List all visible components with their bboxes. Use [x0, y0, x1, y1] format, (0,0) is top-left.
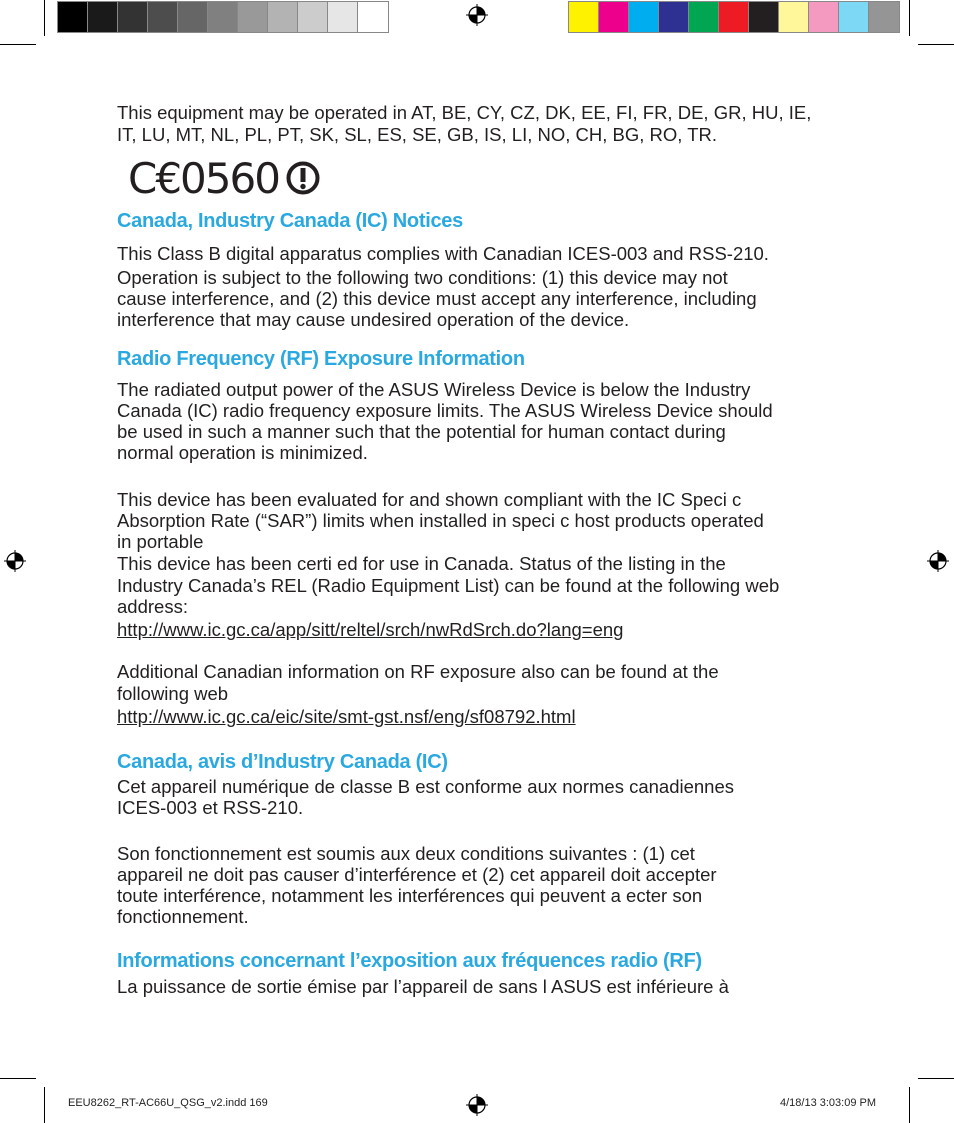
ce-mark-text: C€0560: [128, 153, 279, 203]
process-swatch: [569, 2, 599, 32]
avis-ic-p1-line: ICES-003 et RSS-210.: [117, 797, 304, 818]
gray-swatch: [148, 2, 178, 32]
registration-mark-left: [4, 550, 26, 572]
rf-exposure-link2-row: [117, 706, 576, 728]
gray-swatch: [118, 2, 148, 32]
intro-line-2: IT, LU, MT, NL, PL, PT, SK, SL, ES, SE, GB, IS, LI, NO, CH, BG, RO, TR.: [117, 124, 718, 145]
rf-exposure-p1-line: Canada (IC) radio frequency exposure limits. The ASUS Wireless Device should: [117, 400, 773, 421]
rf-exposure-p1-line: The radiated output power of the ASUS Wireless Device is below the Industry: [117, 379, 751, 400]
crop-mark-top-left-h: [0, 44, 36, 45]
gray-swatch: [58, 2, 88, 32]
rf-exposure-p3-line: address:: [117, 596, 188, 617]
gray-swatch: [358, 2, 388, 32]
rf-exposure-p2-line: This device has been evaluated for and shown compliant with the IC Speci c: [117, 489, 742, 510]
avis-ic-p2-line: Son fonctionnement est soumis aux deux conditions suivantes : (1) cet: [117, 843, 695, 864]
rf-exposure-link1-row: [117, 619, 623, 641]
process-swatch: [749, 2, 779, 32]
crop-mark-top-right-h: [918, 44, 954, 45]
avis-ic-p2-line: toute interférence, notamment les interférences qui peuvent a ecter son: [117, 885, 703, 906]
crop-mark-bottom-left-h: [0, 1078, 36, 1079]
slug-file-info: EEU8262_RT-AC66U_QSG_v2.indd 169: [68, 1097, 268, 1109]
process-swatch: [719, 2, 749, 32]
gray-swatch: [268, 2, 298, 32]
crop-mark-top-left-v: [44, 0, 45, 36]
rf-exposure-p3-line: This device has been certi ed for use in Canada. Status of the listing in the: [117, 553, 726, 574]
ce-marking: [128, 155, 321, 201]
ic-notices-p1: This Class B digital apparatus complies with Canadian ICES-003 and RSS-210.: [117, 243, 769, 264]
info-rf-p1: La puissance de sortie émise par l’appareil de sans l ASUS est inférieure à: [117, 976, 729, 997]
ic-notices-p2-line: interference that may cause undesired operation of the device.: [117, 309, 630, 330]
crop-mark-bottom-right-h: [918, 1078, 954, 1079]
rf-exposure-p1-line: normal operation is minimized.: [117, 442, 368, 463]
gray-swatch: [238, 2, 268, 32]
rf-exposure-p4-line: Additional Canadian information on RF exposure also can be found at the: [117, 661, 719, 682]
process-swatch: [659, 2, 689, 32]
process-swatch: [839, 2, 869, 32]
ic-notices-p2-line: cause interference, and (2) this device must accept any interference, including: [117, 288, 757, 309]
process-swatch: [869, 2, 899, 32]
process-swatch: [629, 2, 659, 32]
info-rf-heading: Informations concernant l’exposition aux fréquences radio (RF): [117, 950, 702, 972]
gray-swatch: [178, 2, 208, 32]
ic-notices-p2-line: Operation is subject to the following two conditions: (1) this device may not: [117, 267, 728, 288]
registration-mark-bottom: [466, 1094, 488, 1116]
rf-exposure-p2-line: Absorption Rate (“SAR”) limits when installed in speci c host products operated: [117, 510, 764, 531]
process-swatch: [809, 2, 839, 32]
ic-notices-heading: Canada, Industry Canada (IC) Notices: [117, 210, 463, 232]
slug-date-info: 4/18/13 3:03:09 PM: [780, 1097, 877, 1109]
avis-ic-p2-line: appareil ne doit pas causer d’interférence et (2) cet appareil doit accepter: [117, 864, 717, 885]
registration-mark-right: [927, 550, 949, 572]
avis-ic-p1-line: Cet appareil numérique de classe B est conforme aux normes canadiennes: [117, 776, 735, 797]
gray-swatch: [328, 2, 358, 32]
process-swatch: [689, 2, 719, 32]
process-color-bar: [568, 1, 900, 33]
process-swatch: [599, 2, 629, 32]
alert-circle-icon: [285, 160, 321, 196]
ic-rel-link[interactable]: http://www.ic.gc.ca/app/sitt/reltel/srch/nwRdSrch.do?lang=eng: [117, 619, 624, 640]
gray-swatch: [298, 2, 328, 32]
process-swatch: [779, 2, 809, 32]
crop-mark-top-right-v: [909, 0, 910, 36]
gray-swatch: [208, 2, 238, 32]
gray-swatch: [88, 2, 118, 32]
ic-rf-info-link[interactable]: http://www.ic.gc.ca/eic/site/smt-gst.nsf/eng/sf08792.html: [117, 706, 576, 727]
rf-exposure-p2-line: in portable: [117, 531, 204, 552]
grayscale-color-bar: [57, 1, 389, 33]
crop-mark-bottom-right-v: [909, 1087, 910, 1123]
avis-ic-heading: Canada, avis d’Industry Canada (IC): [117, 751, 448, 773]
rf-exposure-heading: Radio Frequency (RF) Exposure Information: [117, 348, 525, 370]
rf-exposure-p1-line: be used in such a manner such that the potential for human contact during: [117, 421, 726, 442]
rf-exposure-p3-line: Industry Canada’s REL (Radio Equipment List) can be found at the following web: [117, 575, 780, 596]
avis-ic-p2-line: fonctionnement.: [117, 906, 249, 927]
crop-mark-bottom-left-v: [44, 1087, 45, 1123]
rf-exposure-p4-line: following web: [117, 683, 229, 704]
intro-line-1: This equipment may be operated in AT, BE, CY, CZ, DK, EE, FI, FR, DE, GR, HU, IE,: [117, 102, 812, 123]
registration-mark-top: [466, 4, 488, 26]
